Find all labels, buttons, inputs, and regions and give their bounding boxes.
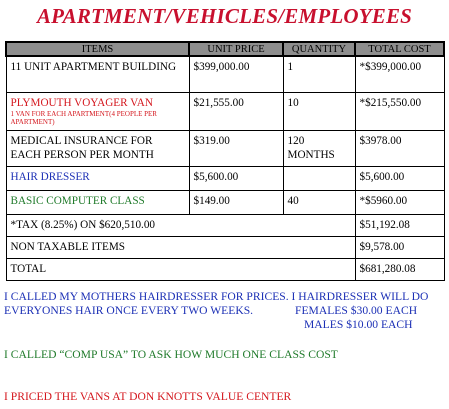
total-cell: $3978.00 <box>355 130 444 166</box>
table-row <box>6 56 444 92</box>
comp-usa-note: I CALLED “COMP USA” TO ASK HOW MUCH ONE CLASS COST <box>4 348 338 361</box>
quantity-cell <box>283 166 355 190</box>
total-cell: *$399,000.00 <box>355 56 444 92</box>
hairdresser-note-line1: I CALLED MY MOTHERS HAIRDRESSER FOR PRICES. I HAIRDRESSER WILL DO <box>4 290 429 303</box>
females-price: FEMALES $30.00 EACH <box>295 304 418 317</box>
header-unit-price: UNIT PRICE <box>189 42 283 56</box>
non-taxable-label: NON TAXABLE ITEMS <box>6 236 355 258</box>
total-label: TOTAL <box>6 258 355 280</box>
non-taxable-total: $9,578.00 <box>355 236 444 258</box>
item-cell: MEDICAL INSURANCE FOR EACH PERSON PER MONTH <box>6 130 189 166</box>
quantity-cell: 1 <box>283 56 355 92</box>
quantity-cell: 10 <box>283 92 355 130</box>
vans-note: I PRICED THE VANS AT DON KNOTTS VALUE CENTER <box>4 390 292 403</box>
table-row <box>6 92 444 130</box>
item-cell <box>6 92 189 130</box>
table-row <box>6 166 444 190</box>
hairdresser-note <box>4 290 446 331</box>
item-note: 1 VAN FOR EACH APARTMENT(4 PEOPLE PER APARTMENT) <box>10 109 157 126</box>
header-quantity: QUANTITY <box>283 42 355 56</box>
item-label: PLYMOUTH VOYAGER VAN <box>10 96 153 109</box>
unit-price-cell: $149.00 <box>189 190 283 214</box>
tax-total: $51,192.08 <box>355 214 444 236</box>
total-cell: $5,600.00 <box>355 166 444 190</box>
unit-price-cell: $399,000.00 <box>189 56 283 92</box>
unit-price-cell: $5,600.00 <box>189 166 283 190</box>
quantity-cell: 120 MONTHS <box>283 130 355 166</box>
tax-row <box>6 214 444 236</box>
males-price: MALES $10.00 EACH <box>304 318 413 331</box>
budget-table <box>5 41 445 281</box>
non-taxable-row <box>6 236 444 258</box>
hairdresser-note-line2: EVERYONES HAIR ONCE EVERY TWO WEEKS. <box>4 304 254 317</box>
total-row <box>6 258 444 280</box>
item-cell: BASIC COMPUTER CLASS <box>6 190 189 214</box>
quantity-cell: 40 <box>283 190 355 214</box>
unit-price-cell: $21,555.00 <box>189 92 283 130</box>
item-cell: 11 UNIT APARTMENT BUILDING <box>6 56 189 92</box>
item-cell: HAIR DRESSER <box>6 166 189 190</box>
table-header-row <box>6 42 444 56</box>
tax-label: *TAX (8.25%) ON $620,510.00 <box>6 214 355 236</box>
header-items: ITEMS <box>6 42 189 56</box>
page-title: APARTMENT/VEHICLES/EMPLOYEES <box>36 4 413 28</box>
unit-price-cell: $319.00 <box>189 130 283 166</box>
total-cell: *$215,550.00 <box>355 92 444 130</box>
grand-total: $681,280.08 <box>355 258 444 280</box>
table-row <box>6 130 444 166</box>
header-total-cost: TOTAL COST <box>355 42 444 56</box>
table-row <box>6 190 444 214</box>
total-cell: *$5960.00 <box>355 190 444 214</box>
